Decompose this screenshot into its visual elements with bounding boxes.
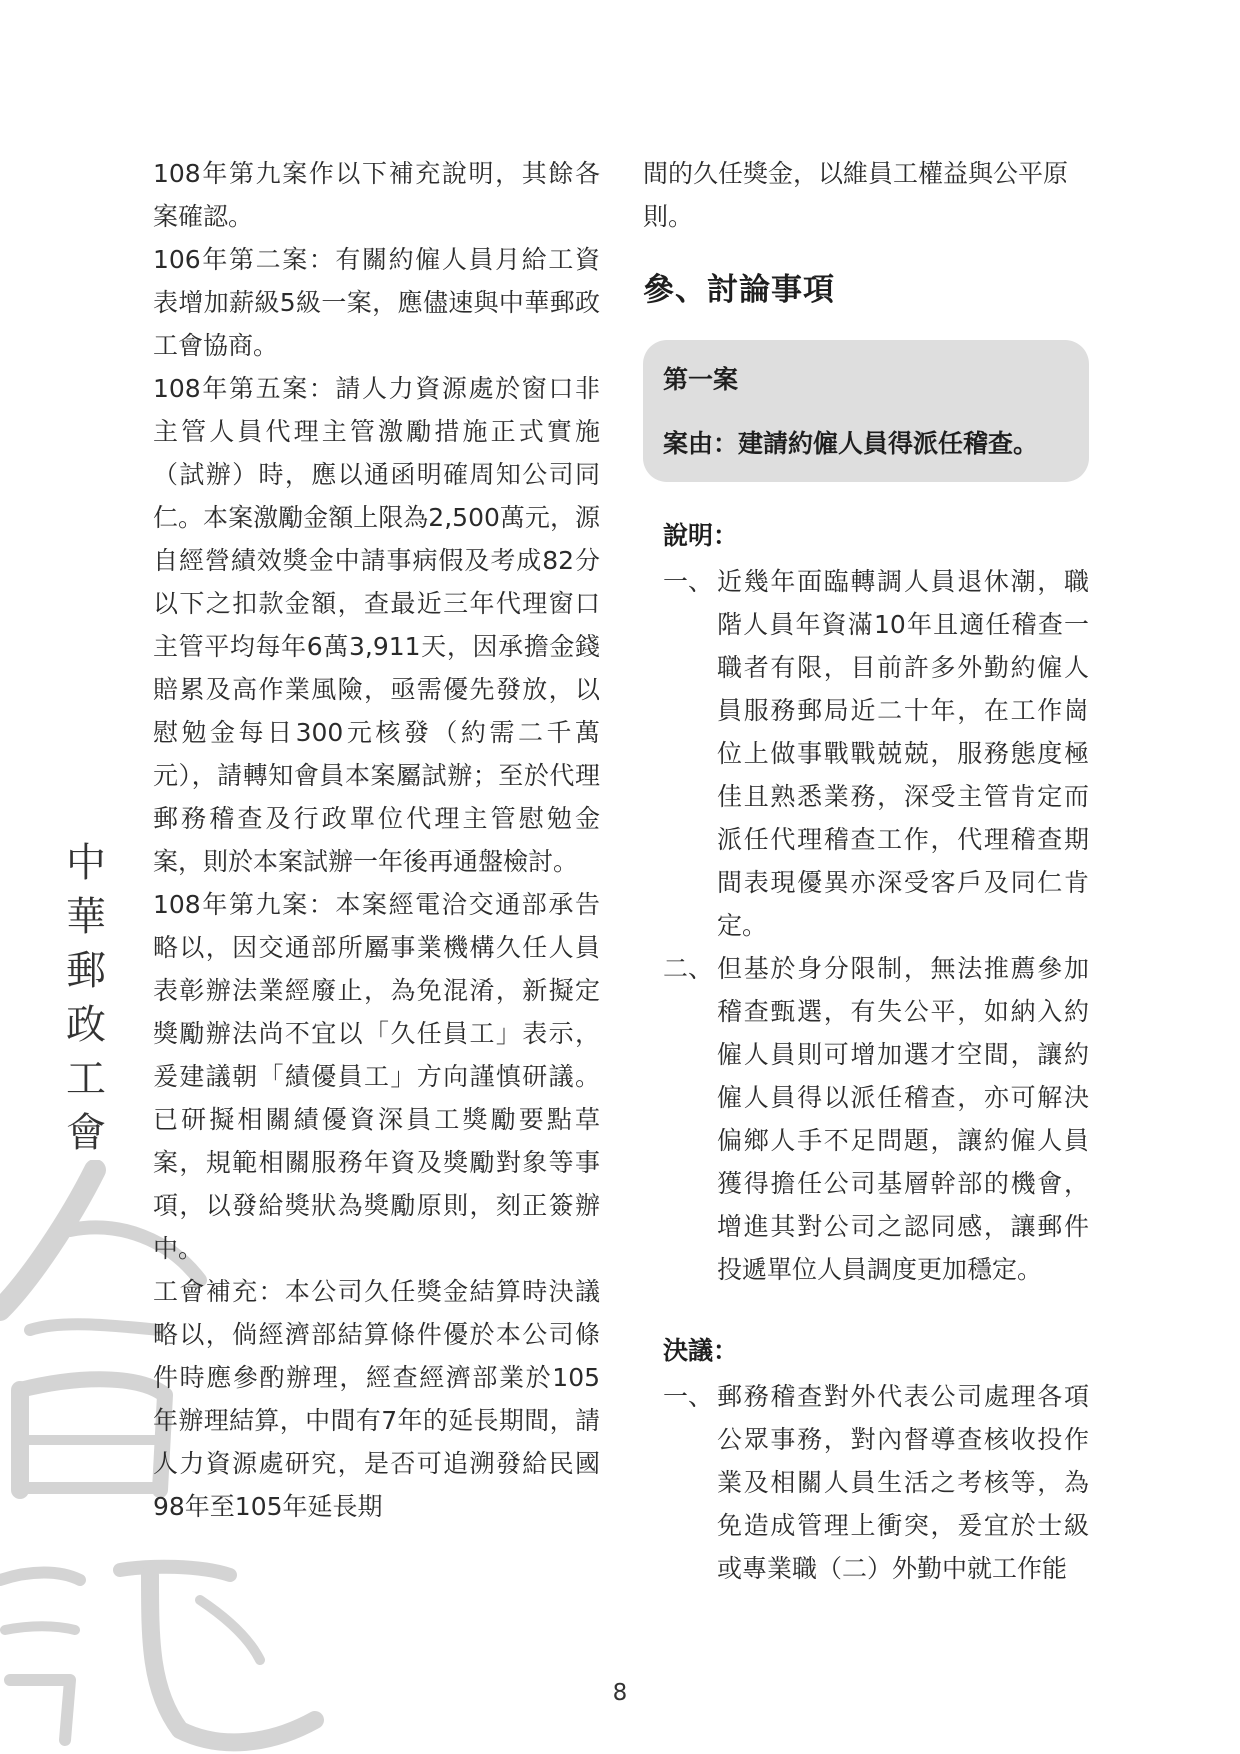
paragraph: 108年第九案作以下補充說明，其餘各案確認。 (153, 159, 600, 231)
explanation-heading: 說明： (663, 521, 739, 550)
paragraph: 108年第五案：請人力資源處於窗口非主管人員代理主管激勵措施正式實施（試辦）時，應以通函明確周知公司同仁。本案激勵金額上限為2,500萬元，源自經營績效獎金中請事病假及考成82分以下之扣款金額，查最近三年代理窗口主管平均每年6萬3,911天，因承擔金錢賠累及高作業風險，亟需優先發放，以慰勉金每日300元核發（約需二千萬元），請轉知會員本案屬試辦；至於代理郵務稽查及行政單位代理主管慰勉金案，則於本案試辦一年後再通盤檢討。 (153, 374, 600, 876)
list-text: 郵務稽查對外代表公司處理各項公眾事務，對內督導查核收投作業及相關人員生活之考核等，為免造成管理上衝突，爰宜於士級或專業職（二）外勤中就工作能 (717, 1382, 1089, 1583)
section-heading: 參、討論事項 (643, 272, 835, 308)
list-text: 近幾年面臨轉調人員退休潮，職階人員年資滿10年且適任稽查一職者有限，目前許多外勤約僱人員服務郵局近二十年，在工作崗位上做事戰戰兢兢，服務態度極佳且熟悉業務，深受主管肯定而派任代理稽查工作，代理稽查期間表現優異亦深受客戶及同仁肯定。 (717, 567, 1089, 940)
list-item (663, 560, 1089, 947)
resolution-heading: 決議： (663, 1336, 739, 1365)
explanation-list (663, 560, 1089, 1291)
paragraph: 工會補充：本公司久任獎金結算時決議略以，倘經濟部結算條件優於本公司條件時應參酌辦理，經查經濟部業於105年辦理結算，中間有7年的延長期間，請人力資源處研究，是否可追溯發給民國98年至105年延長期 (153, 1277, 600, 1521)
list-marker: 二、 (663, 954, 714, 983)
case-number: 第一案 (663, 365, 739, 394)
case-box (643, 340, 1089, 482)
list-marker: 一、 (663, 567, 714, 596)
resolution-list (663, 1375, 1089, 1590)
paragraph: 106年第二案：有關約僱人員月給工資表增加薪級5級一案，應儘速與中華郵政工會協商。 (153, 245, 600, 360)
paragraph-continuation: 間的久任獎金，以維員工權益與公平原則。 (643, 159, 1069, 231)
sidebar-title: 中華郵政工會 (66, 840, 106, 1156)
right-column (643, 152, 1089, 1590)
left-column (153, 152, 600, 1528)
list-marker: 一、 (663, 1382, 714, 1411)
page-number: 8 (612, 1680, 628, 1706)
paragraph: 108年第九案：本案經電洽交通部承告略以，因交通部所屬事業機構久任人員表彰辦法業經廢止，為免混淆，新擬定獎勵辦法尚不宜以「久任員工」表示，爰建議朝「績優員工」方向謹慎研議。已研擬相關績優資深員工獎勵要點草案，規範相關服務年資及獎勵對象等事項，以發給獎狀為獎勵原則，刻正簽辦中。 (153, 890, 600, 1263)
list-text: 但基於身分限制，無法推薦參加稽查甄選，有失公平，如納入約僱人員則可增加選才空間，讓約僱人員得以派任稽查，亦可解決偏鄉人手不足問題，讓約僱人員獲得擔任公司基層幹部的機會，增進其對公司之認同感，讓郵件投遞單位人員調度更加穩定。 (717, 954, 1089, 1284)
list-item (663, 947, 1089, 1291)
list-item (663, 1375, 1089, 1590)
case-reason: 案由：建請約僱人員得派任稽查。 (663, 429, 1039, 458)
